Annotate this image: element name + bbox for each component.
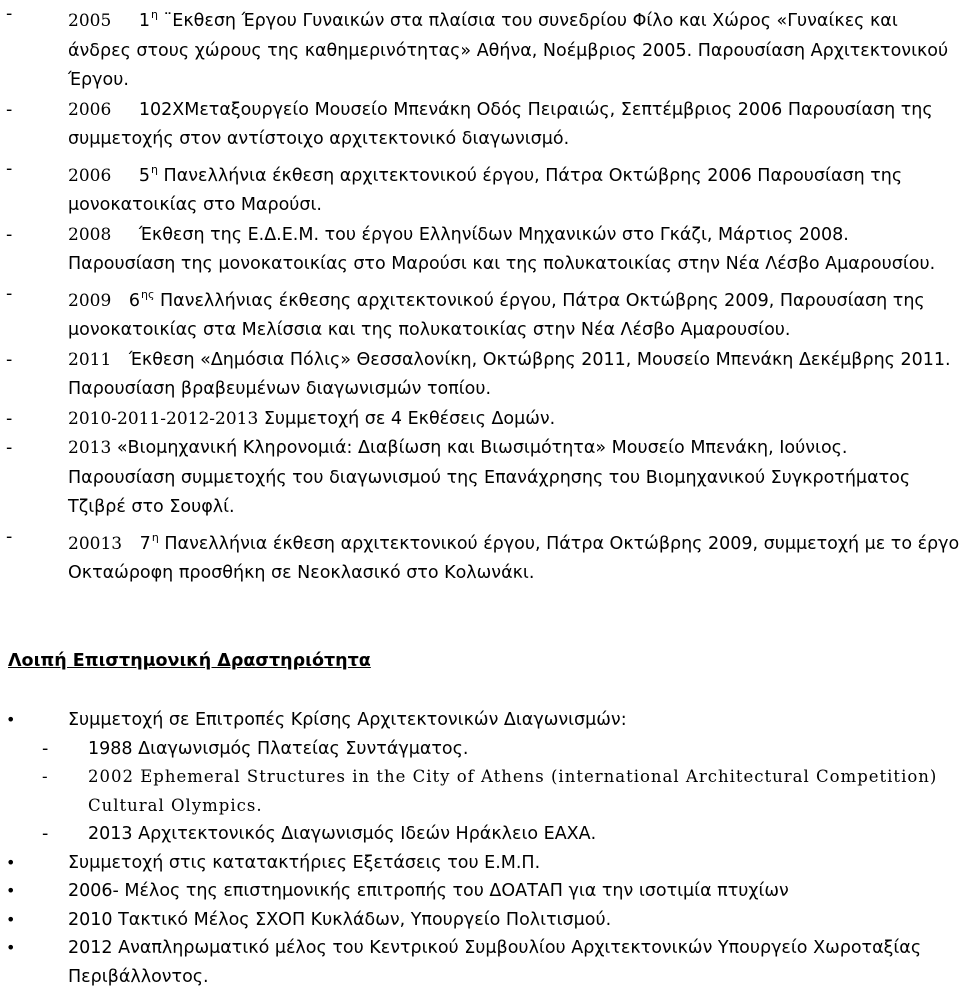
item-text: 2012 Αναπληρωματικό μέλος του Κεντρικού Συμβουλίου Αρχιτεκτονικών Υπουργείο Χωροταξίας Περιβάλλοντος.	[68, 938, 922, 987]
exhibition-entry-2013	[0, 434, 960, 523]
entry-text: «Βιομηχανική Κληρονομιά: Διαβίωση και Βιωσιμότητα» Μουσείο Μπενάκη, Ιούνιος. Παρουσίαση συμμετοχής του διαγωνισμού της Επανάχρησης του Βιομηχανικού Συγκροτήματος Τζιβρέ στο Σουφλί.	[68, 438, 911, 517]
list-item-doatap	[0, 877, 960, 906]
bullet-icon: •	[6, 881, 16, 900]
exhibition-entry-20013	[0, 523, 960, 589]
bullet-icon: •	[6, 938, 16, 957]
exhibition-entry-2006b	[0, 155, 960, 221]
exhibition-entry-2008	[0, 221, 960, 280]
list-dash: -	[6, 99, 13, 120]
entry-text: Πανελλήνια έκθεση αρχιτεκτονικού έργου, Πάτρα Οκτώβρης 2006 Παρουσίαση της μονοκατοικίας στο Μαρούσι.	[68, 165, 903, 215]
entry-ordinal: 6	[128, 290, 140, 311]
item-text: Συμμετοχή στις κατατακτήριες Εξετάσεις του Ε.Μ.Π.	[68, 852, 541, 873]
list-dash: -	[6, 283, 13, 304]
entry-ordinal: 102ΧΜεταξουργείο	[138, 99, 310, 120]
list-dash: -	[6, 349, 13, 370]
list-dash: -	[42, 738, 49, 759]
exhibition-entry-2006a	[0, 96, 960, 155]
entry-year: 2006	[68, 99, 112, 120]
entry-text: Πανελλήνια έκθεση αρχιτεκτονικού έργου, Πάτρα Οκτώβρης 2009, συμμετοχή με το έργο Οκταώροφη προσθήκη σε Νεοκλασικό στο Κολωνάκι.	[68, 533, 960, 583]
bullet-icon: •	[6, 710, 16, 729]
entry-year: 20013	[68, 533, 123, 554]
exhibition-entry-2010-2013	[0, 405, 960, 435]
item-text: 2010 Τακτικό Μέλος ΣΧΟΠ Κυκλάδων, Υπουργείο Πολιτισμού.	[68, 909, 612, 930]
entry-ordinal: 5	[138, 165, 150, 186]
list-item-schop	[0, 906, 960, 935]
entry-year: 2008	[68, 224, 112, 245]
list-dash: -	[6, 224, 13, 245]
sub-item-2013	[0, 820, 960, 849]
entry-text: Πανελλήνιας έκθεσης αρχιτεκτονικού έργου, Πάτρα Οκτώβρης 2009, Παρουσίαση της μονοκατοικίας στα Μελίσσια και της πολυκατοικίας στην Νέα Λέσβο Αμαρουσίου.	[68, 290, 925, 340]
entry-year: 2013	[68, 438, 112, 458]
list-dash: -	[6, 438, 13, 458]
item-text: 2013 Αρχιτεκτονικός Διαγωνισμός Ιδεών Ηράκλειο ΕΑΧΑ.	[88, 824, 597, 844]
entry-text: Μουσείο Μπενάκη Οδός Πειραιώς, Σεπτέμβριος 2006 Παρουσίαση της συμμετοχής στον αντίστοιχο αρχιτεκτονικό διαγωνισμό.	[68, 99, 933, 149]
exhibition-entry-2011	[0, 346, 960, 405]
entry-year: 2005	[68, 11, 112, 31]
sub-item-1988	[0, 735, 960, 764]
bullet-icon: •	[6, 909, 16, 929]
activities-list	[0, 706, 960, 991]
entry-text: Έκθεση «Δημόσια Πόλις» Θεσσαλονίκη, Οκτώβρης 2011, Μουσείο Μπενάκη Δεκέμβρης 2011. Παρουσίαση βραβευμένων διαγωνισμών τοπίου.	[68, 349, 951, 399]
entry-text: ¨Εκθεση Έργου Γυναικών στα πλαίσια του συνεδρίου Φίλο και Χώρος «Γυναίκες και άνδρες στους χώρους της καθημερινότητας» Αθήνα, Νοέμβριος 2005. Παρουσίαση Αρχιτεκτονικού Έργου.	[68, 11, 949, 90]
entry-year: 2006	[68, 165, 112, 186]
entry-text: Συμμετοχή σε 4 Εκθέσεις Δομών.	[263, 408, 556, 429]
entry-ordinal-suffix: η	[150, 8, 158, 21]
entry-text: Έκθεση της Ε.Δ.Ε.Μ. του έργου Ελληνίδων Μηχανικών στο Γκάζι, Μάρτιος 2008. Παρουσίαση της μονοκατοικίας στο Μαρούσι και της πολυκατοικίας στην Νέα Λέσβο Αμαρουσίου.	[68, 224, 936, 274]
entry-ordinal: 1	[138, 11, 150, 31]
list-item-exams	[0, 849, 960, 878]
list-dash: -	[42, 824, 49, 844]
entry-year: 2009	[68, 290, 112, 311]
entry-ordinal-suffix: ης	[140, 287, 155, 301]
list-dash: -	[42, 767, 49, 786]
entry-year: 2011	[68, 349, 112, 370]
list-dash: -	[6, 526, 13, 547]
item-text: Συμμετοχή σε Επιτροπές Κρίσης Αρχιτεκτονικών Διαγωνισμών:	[68, 710, 627, 730]
section-title: Λοιπή Επιστημονική Δραστηριότητα	[8, 651, 371, 671]
entry-ordinal-suffix: η	[151, 530, 159, 544]
bullet-icon: •	[6, 852, 16, 872]
list-item-kesa	[0, 934, 960, 991]
item-text: 2006- Μέλος της επιστημονικής επιτροπής του ΔΟΑΤΑΠ για την ισοτιμία πτυχίων	[68, 881, 789, 901]
exhibition-entry-2009	[0, 280, 960, 346]
entry-ordinal: 7	[139, 533, 151, 554]
list-item-committees	[0, 706, 960, 735]
list-dash: -	[6, 158, 13, 179]
entry-ordinal-suffix: η	[150, 162, 158, 176]
item-text: 1988 Διαγωνισμός Πλατείας Συντάγματος.	[88, 738, 469, 759]
exhibition-entry-2005	[0, 0, 960, 96]
entry-year: 2010-2011-2012-2013	[68, 408, 259, 429]
list-dash: -	[6, 408, 13, 429]
sub-item-2002	[0, 763, 960, 820]
item-text: 2002 Ephemeral Structures in the City of Athens (international Architectural Competition) Cultural Olympics.	[88, 767, 938, 815]
list-dash: -	[6, 4, 13, 24]
